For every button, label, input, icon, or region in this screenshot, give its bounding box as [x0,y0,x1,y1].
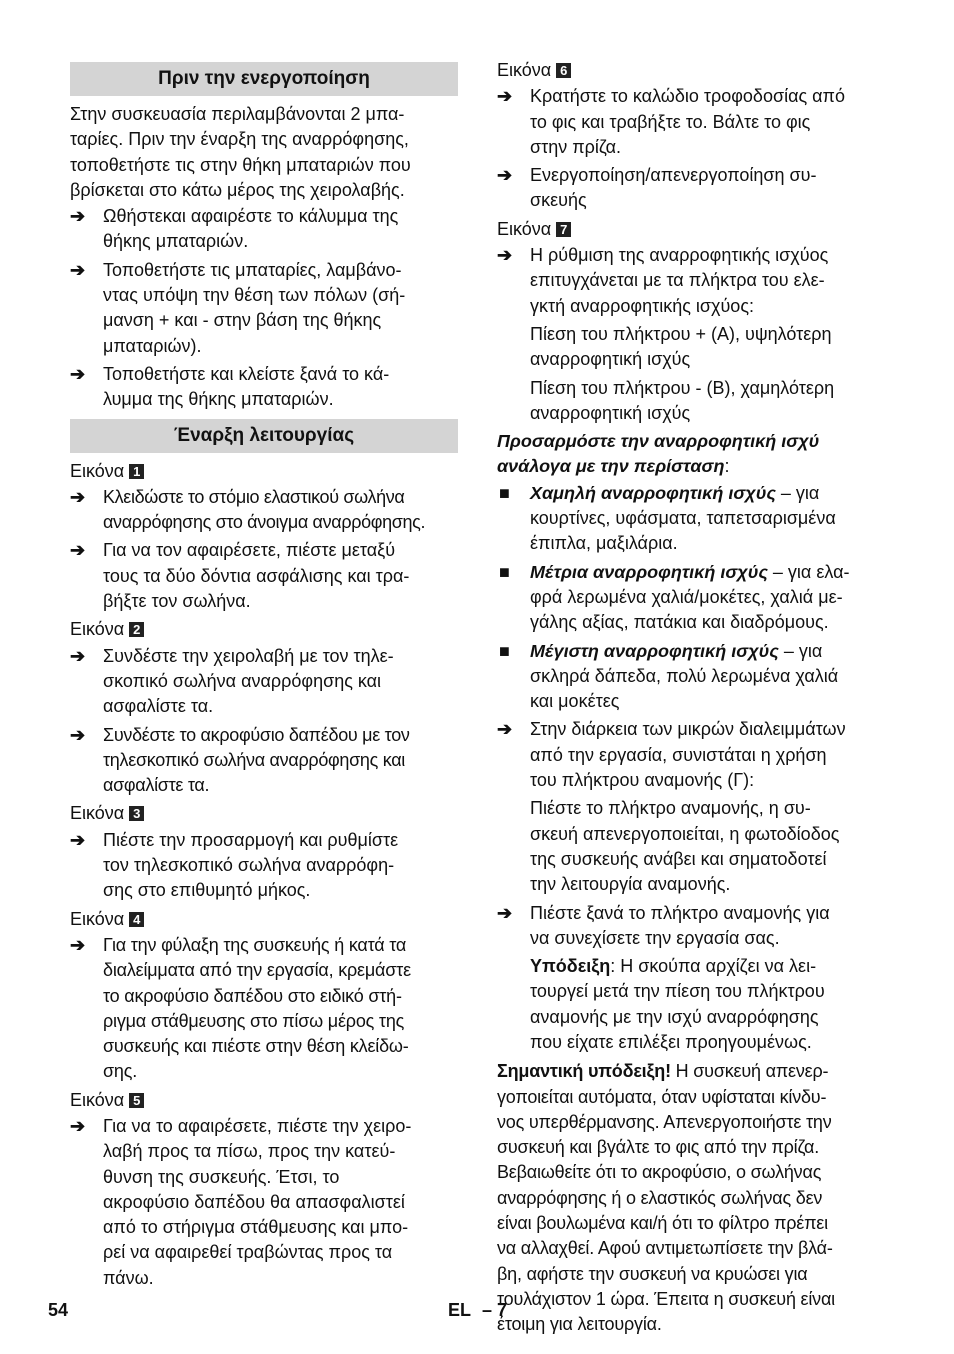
instruction-detail: Πίεση του πλήκτρου - (B), χαμηλότερη αναρροφητική ισχύς [530,377,835,423]
figure-number: 7 [556,222,571,237]
instruction-item: ➔ Πιέστε ξανά το πλήκτρο αναμονής για να συνεχίσετε την εργασία σας. [497,902,830,948]
arrow-icon: ➔ [497,165,513,186]
instruction-detail: Πιέστε το πλήκτρο αναμονής, η συ- σκευή απενεργοποιείται, η φωτοδίοδος της συσκευής ανάβει και σηματοδοτεί την λειτουργία αναμονής. [530,798,840,895]
figure-number: 4 [129,912,144,927]
figure-reference: Εικόνα 7 [497,217,887,242]
arrow-icon: ➔ [497,245,513,266]
arrow-icon: ➔ [497,86,513,107]
left-column [70,62,458,1294]
figure-reference: Εικόνα 5 [70,1088,458,1113]
arrow-icon: ➔ [70,259,86,280]
instruction-item: ➔ Τοποθετήστε και κλείστε ξανά το κά- λυμμα της θήκης μπαταριών. [70,363,390,410]
arrow-icon: ➔ [70,1115,86,1136]
arrow-icon: ➔ [70,363,86,384]
hint-note: Υπόδειξη: Η σκούπα αρχίζει να λει- τουργεί μετά την πίεση του πλήκτρου αναμονής με την ισχύ αναρρόφησης που είχατε επιλέξει προηγουμένως. [530,956,825,1052]
arrow-icon: ➔ [70,934,86,955]
figure-reference: Εικόνα 6 [497,58,887,83]
figure-number: 6 [556,63,571,78]
instruction-item: ➔ Για να τον αφαιρέσετε, πιέστε μεταξύ τους τα δύο δόντια ασφάλισης και τρα- βήξτε τον σωλήνα. [70,540,410,612]
figure-number: 2 [129,622,144,637]
figure-reference: Εικόνα 4 [70,907,458,932]
power-level-item: ■ Χαμηλή αναρροφητική ισχύς – για κουρτίνες, υφάσματα, ταπετσαρισμένα έπιπλα, μαξιλάρια. [499,482,836,554]
square-bullet-icon: ■ [499,561,510,582]
instruction-item: ➔ Συνδέστε την χειρολαβή με τον τηλε- σκοπικό σωλήνα αναρρόφησης και ασφαλίστε τα. [70,645,394,717]
instruction-item: ➔ Για να το αφαιρέσετε, πιέστε την χειρο- λαβή προς τα πίσω, προς την κατεύ- θυνση της συσκευής. Έτσι, το ακροφύσιο δαπέδου θα απασφαλιστεί από το στήριγμα στάθμευσης και μπο- ρεί να αφαιρεθεί τραβώντας προς τα πάνω. [70,1115,412,1288]
square-bullet-icon: ■ [499,482,510,503]
important-note: Σημαντική υπόδειξη! Η συσκευή απενερ- γοποιείται αυτόματα, όταν υφίσταται κίνδυ- νος υπερθέρμανσης. Απενεργοποιήστε την συσκευή και βγάλτε το φις από την πρίζα. Βεβαιωθείτε ότι το ακροφύσιο, ο σωλήνας αναρρόφησης ή ο ελαστικός σωλήνας δεν είναι βουλωμένα και/ή ότι το φίλτρο πρέπει να αλλαχθεί. Αφού αντιμετωπίσετε την βλά- βη, αφήστε την συσκευή να κρυώσει για τουλάχιστον 1 ώρα. Έπειτα η συσκευή είναι έτοιμη για λειτουργία. [497,1061,835,1335]
arrow-icon: ➔ [70,486,86,507]
arrow-icon: ➔ [497,719,513,740]
instruction-item: ➔ Κλειδώστε το στόμιο ελαστικού σωλήνα αναρρόφησης στο άνοιγμα αναρρόφησης. [70,486,426,533]
right-column [497,62,887,1339]
page-number: 54 [48,1300,69,1320]
figure-number: 1 [129,464,144,479]
figure-reference: Εικόνα 3 [70,801,458,826]
instruction-detail: Πίεση του πλήκτρου + (A), υψηλότερη αναρροφητική ισχύς [530,323,832,370]
power-level-item: ■ Μέτρια αναρροφητική ισχύς – για ελα- φρά λερωμένα χαλιά/μοκέτες, χαλιά με- γάλης αξίας, πατάκια και διαδρόμους. [499,561,850,633]
arrow-icon: ➔ [70,540,86,561]
instruction-item: ➔ Για την φύλαξη της συσκευής ή κατά τα διαλείμματα από την εργασία, κρεμάστε το ακροφύσιο δαπέδου στο ειδικό στή- ριγμα στάθμευσης στο πίσω μέρος της συσκευής και πιέστε στην θέση κλείδω- σης. [70,934,411,1082]
instruction-item: ➔ Η ρύθμιση της αναρροφητικής ισχύος επιτυγχάνεται με τα πλήκτρα του ελε- γκτή αναρροφητικής ισχύος: [497,245,829,316]
figure-number: 3 [129,806,144,821]
instruction-item: ➔ Κρατήστε το καλώδιο τροφοδοσίας από το φις και τραβήξτε το. Βάλτε το φις στην πρίζα. [497,86,845,157]
adjust-power-note: Προσαρμόστε την αναρροφητική ισχύ ανάλογα με την περίσταση: [497,431,820,477]
instruction-item: ➔ Ενεργοποίηση/απενεργοποίηση συ- σκευής [497,165,817,211]
square-bullet-icon: ■ [499,640,510,661]
section-heading: Πριν την ενεργοποίηση [70,62,458,96]
figure-reference: Εικόνα 2 [70,617,458,642]
instruction-item: ➔ Πιέστε την προσαρμογή και ρυθμίστε τον τηλεσκοπικό σωλήνα αναρρόφη- σης στο επιθυμητό μήκος. [70,829,399,901]
arrow-icon: ➔ [497,902,513,923]
instruction-item: ➔ Ωθήστεκαι αφαιρέστε το κάλυμμα της θήκης μπαταριών. [70,206,399,252]
arrow-icon: ➔ [70,206,86,227]
instruction-item: ➔ Τοποθετήστε τις μπαταρίες, λαμβάνο- ντας υπόψη την θέση των πόλων (σή- μανση + και - στην βάση της θήκης μπαταριών). [70,259,406,356]
arrow-icon: ➔ [70,645,86,666]
instruction-item: ➔ Στην διάρκεια των μικρών διαλειμμάτων από την εργασία, συνιστάται η χρήση του πλήκτρου αναμονής (Γ): [497,719,846,791]
section-page-number: – 7 [482,1300,508,1320]
figure-reference: Εικόνα 1 [70,459,458,484]
arrow-icon: ➔ [70,724,86,745]
arrow-icon: ➔ [70,829,86,850]
language-code: EL [448,1300,472,1320]
power-level-item: ■ Μέγιστη αναρροφητική ισχύς – για σκληρά δάπεδα, πολύ λερωμένα χαλιά και μοκέτες [499,640,839,712]
intro-paragraph: Στην συσκευασία περιλαμβάνονται 2 μπα- ταρίες. Πριν την έναρξη της αναρρόφησης, τοποθετήστε τις στην θήκη μπαταριών που βρίσκεται στο κάτω μέρος της χειρολαβής. [70,104,411,200]
section-heading: Έναρξη λειτουργίας [70,419,458,453]
figure-number: 5 [129,1093,144,1108]
instruction-item: ➔ Συνδέστε το ακροφύσιο δαπέδου με τον τηλεσκοπικό σωλήνα αναρρόφησης και ασφαλίστε τα. [70,724,410,796]
